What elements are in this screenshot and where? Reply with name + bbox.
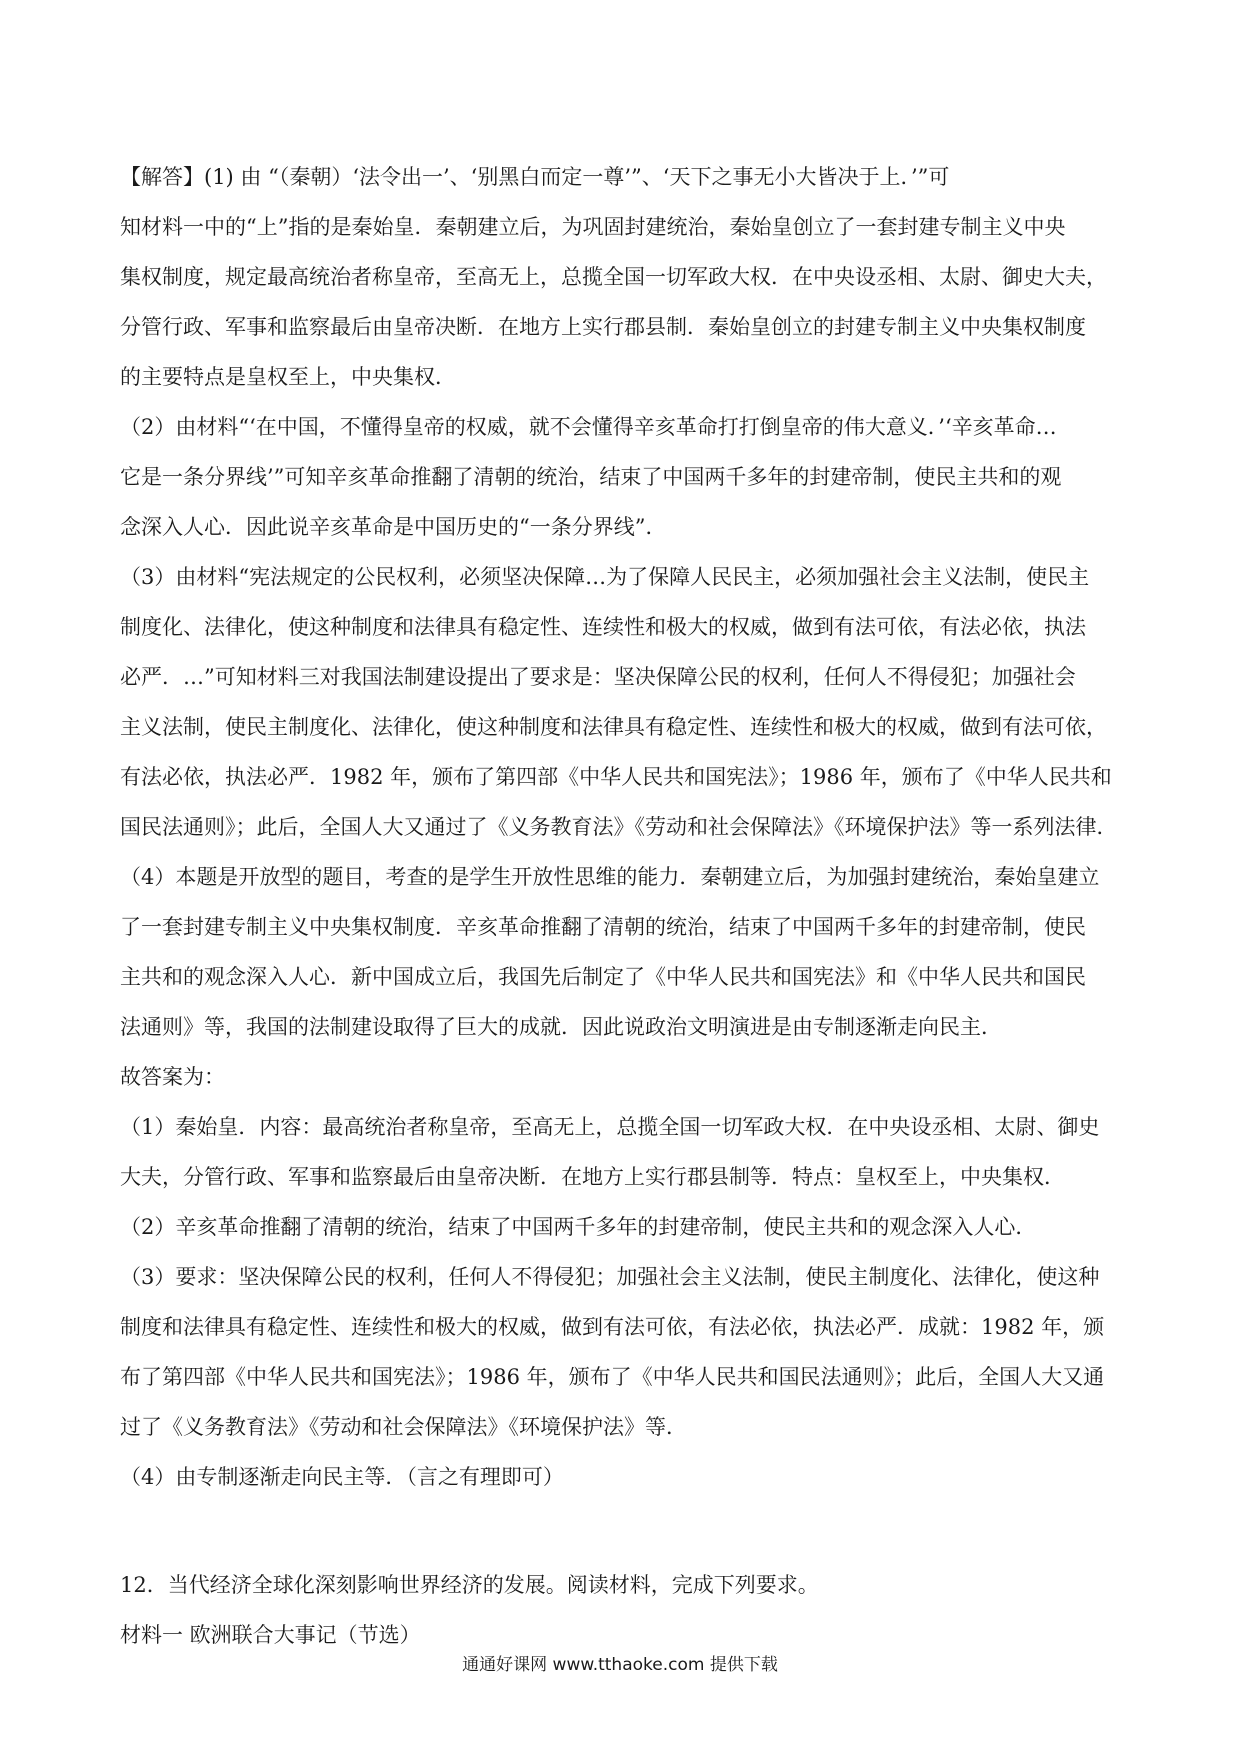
text-line: （4）由专制逐渐走向民主等．（言之有理即可）	[120, 1465, 564, 1489]
answer-content	[120, 152, 1140, 1660]
text-line: 国民法通则》；此后，全国人大又通过了《义务教育法》《劳动和社会保障法》《环境保护法》等一系列法律．	[120, 815, 1118, 839]
text-line: （1）秦始皇．内容：最高统治者称皇帝，至高无上，总揽全国一切军政大权．在中央设丞相、太尉、御史	[120, 1115, 1100, 1139]
text-line: （3）由材料“宪法规定的公民权利，必须坚决保障…为了保障人民民主，必须加强社会主义法制，使民主	[120, 565, 1090, 589]
text-line: 主义法制，使民主制度化、法律化，使这种制度和法律具有稳定性、连续性和极大的权威，做到有法可依，	[120, 715, 1107, 739]
footer-watermark: 通通好课网 www.tthaoke.com 提供下载	[462, 1655, 778, 1675]
text-line: 念深入人心．因此说辛亥革命是中国历史的“一条分界线”．	[120, 515, 667, 539]
text-line: 了一套封建专制主义中央集权制度．辛亥革命推翻了清朝的统治，结束了中国两千多年的封建帝制，使民	[120, 915, 1086, 939]
paragraph-gap	[120, 1502, 1140, 1560]
text-line: 分管行政、军事和监察最后由皇帝决断．在地方上实行郡县制．秦始皇创立的封建专制主义中央集权制度	[120, 315, 1086, 339]
question-title: 12．当代经济全球化深刻影响世界经济的发展。阅读材料，完成下列要求。	[120, 1573, 819, 1597]
text-line: 制度和法律具有稳定性、连续性和极大的权威，做到有法可依，有法必依，执法必严．成就：1982 年，颁	[120, 1315, 1105, 1339]
text-line: 有法必依，执法必严．1982 年，颁布了第四部《中华人民共和国宪法》；1986 年，颁布了《中华人民共和	[120, 765, 1112, 789]
text-line: 必严．…”可知材料三对我国法制建设提出了要求是：坚决保障公民的权利，任何人不得侵犯；加强社会	[120, 665, 1076, 689]
text-line: 大夫，分管行政、军事和监察最后由皇帝决断．在地方上实行郡县制等．特点：皇权至上，中央集权．	[120, 1165, 1065, 1189]
text-line: 集权制度，规定最高统治者称皇帝，至高无上，总揽全国一切军政大权．在中央设丞相、太尉、御史大夫，	[120, 265, 1107, 289]
text-line: 它是一条分界线’”可知辛亥革命推翻了清朝的统治，结束了中国两千多年的封建帝制，使民主共和的观	[120, 465, 1062, 489]
text-line: 布了第四部《中华人民共和国宪法》；1986 年，颁布了《中华人民共和国民法通则》；此后，全国人大又通	[120, 1365, 1105, 1389]
text-line: 法通则》等，我国的法制建设取得了巨大的成就．因此说政治文明演进是由专制逐渐走向民主．	[120, 1015, 1002, 1039]
text-line: （2）由材料“‘在中国，不懂得皇帝的权威，就不会懂得辛亥革命打打倒皇帝的伟大意义．’‘辛亥革命…	[120, 415, 1057, 439]
text-line: （3）要求：坚决保障公民的权利，任何人不得侵犯；加强社会主义法制，使民主制度化、法律化，使这种	[120, 1265, 1100, 1289]
answer-heading: 故答案为：	[120, 1065, 225, 1089]
text-line: 制度化、法律化，使这种制度和法律具有稳定性、连续性和极大的权威，做到有法可依，有法必依，执法	[120, 615, 1086, 639]
text-line: 主共和的观念深入人心．新中国成立后，我国先后制定了《中华人民共和国宪法》和《中华人民共和国民	[120, 965, 1086, 989]
text-line: 的主要特点是皇权至上，中央集权．	[120, 365, 456, 389]
text-line: （4）本题是开放型的题目，考查的是学生开放性思维的能力．秦朝建立后，为加强封建统治，秦始皇建立	[120, 865, 1100, 889]
text-line: （2）辛亥革命推翻了清朝的统治，结束了中国两千多年的封建帝制，使民主共和的观念深入人心．	[120, 1215, 1037, 1239]
text-line: 过了《义务教育法》《劳动和社会保障法》《环境保护法》等．	[120, 1415, 687, 1439]
material-title: 材料一 欧洲联合大事记（节选）	[120, 1623, 421, 1647]
text-line: 知材料一中的“上”指的是秦始皇．秦朝建立后，为巩固封建统治，秦始皇创立了一套封建专制主义中央	[120, 215, 1066, 239]
text-line: 【解答】(1) 由 “（秦朝）‘法令出一’、‘别黑白而定一尊’”、‘天下之事无小大皆决于上．’”可	[120, 165, 950, 189]
